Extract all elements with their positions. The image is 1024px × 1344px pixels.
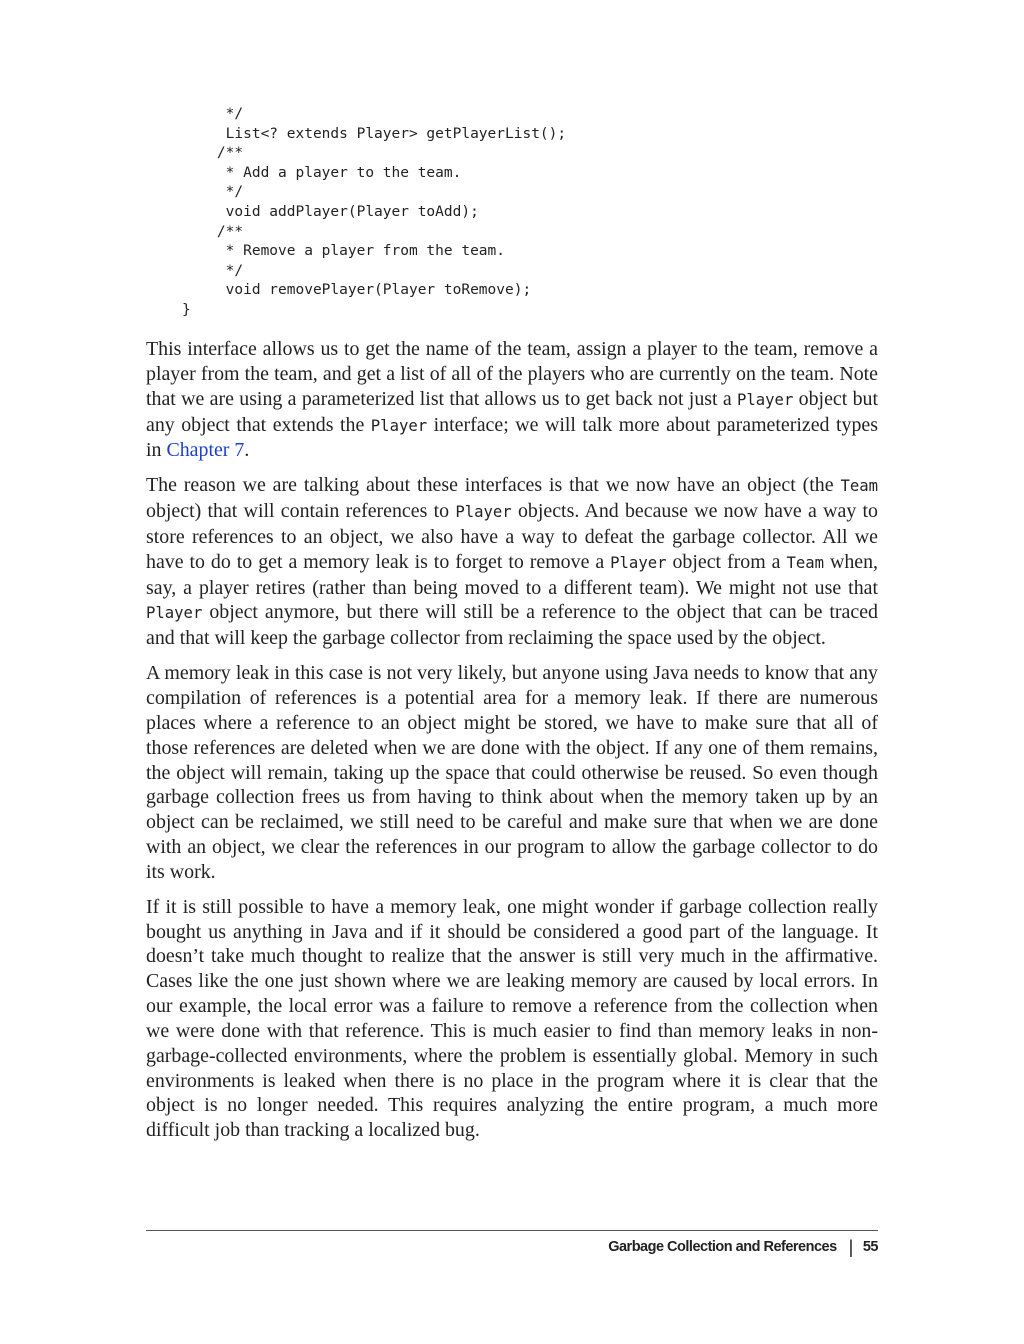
page-number: 55 bbox=[862, 1239, 878, 1255]
code-line: List<? extends Player> getPlayerList(); bbox=[182, 125, 567, 142]
text-run: The reason we are talking about these interfaces is that we now have an object (the bbox=[146, 474, 841, 497]
body-text bbox=[146, 337, 878, 1153]
paragraph: If it is still possible to have a memory leak, one might wonder if garbage collection really bought us anything in Java and if it should be considered a good part of the language. It doesn’t take much thought to realize that the answer is still very much in the affirmative. Cases like the one just shown where we are leaking memory are caused by local errors. In our example, the local error was a failure to remove a reference from the collection when we were done with that reference. This is much easier to find than memory leaks in non-garbage-collected environments, where the problem is essentially global. Memory in such environments is leaked when there is no place in the program where it is clear that the object is no longer needed. This requires analyzing the entire program, a much more difficult job than tracking a localized bug. bbox=[146, 895, 878, 1142]
inline-code: Player bbox=[455, 503, 512, 522]
paragraph: A memory leak in this case is not very likely, but anyone using Java needs to know that any compilation of references is a potential area for a memory leak. If there are numerous places where a reference to an object might be stored, we have to make sure that all of those references are deleted when we are done with the object. If any one of them remains, the object will remain, taking up the space that could otherwise be reused. So even though garbage collection frees us from having to think about when the memory taken up by an object can be reclaimed, we still need to be careful and make sure that when we are done with an object, we clear the references in our program to allow the garbage collector to do its work. bbox=[146, 662, 878, 883]
code-line: */ bbox=[182, 262, 244, 279]
code-line: * Remove a player from the team. bbox=[182, 243, 506, 260]
text-run: objects. And because we now have a way to store references to an object, we also have a way to defeat the garbage collector. All we have to do to get a memory leak is to forget to remove a bbox=[146, 500, 879, 573]
code-line: /** bbox=[182, 145, 244, 162]
footer-divider bbox=[146, 1230, 878, 1231]
inline-code: Player bbox=[610, 553, 667, 572]
inline-code: Player bbox=[146, 604, 203, 623]
text-run: This interface allows us to get the name of the team, assign a player to the team, remove a player from the team, and get a list of all of the players who are currently on the team. Note that we are using a parameterized list that allows us to get back not just a bbox=[146, 338, 878, 410]
code-listing bbox=[182, 105, 566, 321]
code-line: /** bbox=[182, 223, 244, 240]
chapter-link[interactable]: Chapter 7 bbox=[166, 439, 245, 462]
text-run: when, say, a player retires (rather than being moved to a different team). We might not use that bbox=[146, 550, 879, 599]
code-line: */ bbox=[182, 184, 244, 201]
inline-code: Player bbox=[737, 390, 794, 409]
text-run: interface; we will talk more about parameterized types in bbox=[146, 413, 878, 462]
code-line: */ bbox=[182, 106, 244, 122]
inline-code: Team bbox=[840, 477, 878, 496]
running-footer-title: Garbage Collection and References bbox=[608, 1239, 837, 1255]
inline-code: Player bbox=[370, 416, 428, 435]
paragraph bbox=[146, 473, 878, 651]
code-line: void addPlayer(Player toAdd); bbox=[182, 203, 479, 220]
text-run: object from a bbox=[666, 550, 787, 573]
inline-code: Team bbox=[786, 553, 824, 572]
text-run: object anymore, but there will still be a reference to the object that can be traced and that will keep the garbage collector from reclaiming the space used by the object. bbox=[146, 601, 878, 650]
page-footer bbox=[608, 1238, 878, 1256]
code-line: * Add a player to the team. bbox=[182, 164, 462, 181]
footer-separator: | bbox=[848, 1237, 853, 1257]
text-run: . bbox=[244, 439, 250, 462]
paragraph bbox=[146, 337, 878, 463]
text-run: object but any object that extends the bbox=[146, 387, 878, 436]
text-run: object) that will contain references to bbox=[146, 500, 456, 523]
code-line: void removePlayer(Player toRemove); bbox=[182, 282, 532, 299]
code-line: } bbox=[182, 301, 191, 318]
